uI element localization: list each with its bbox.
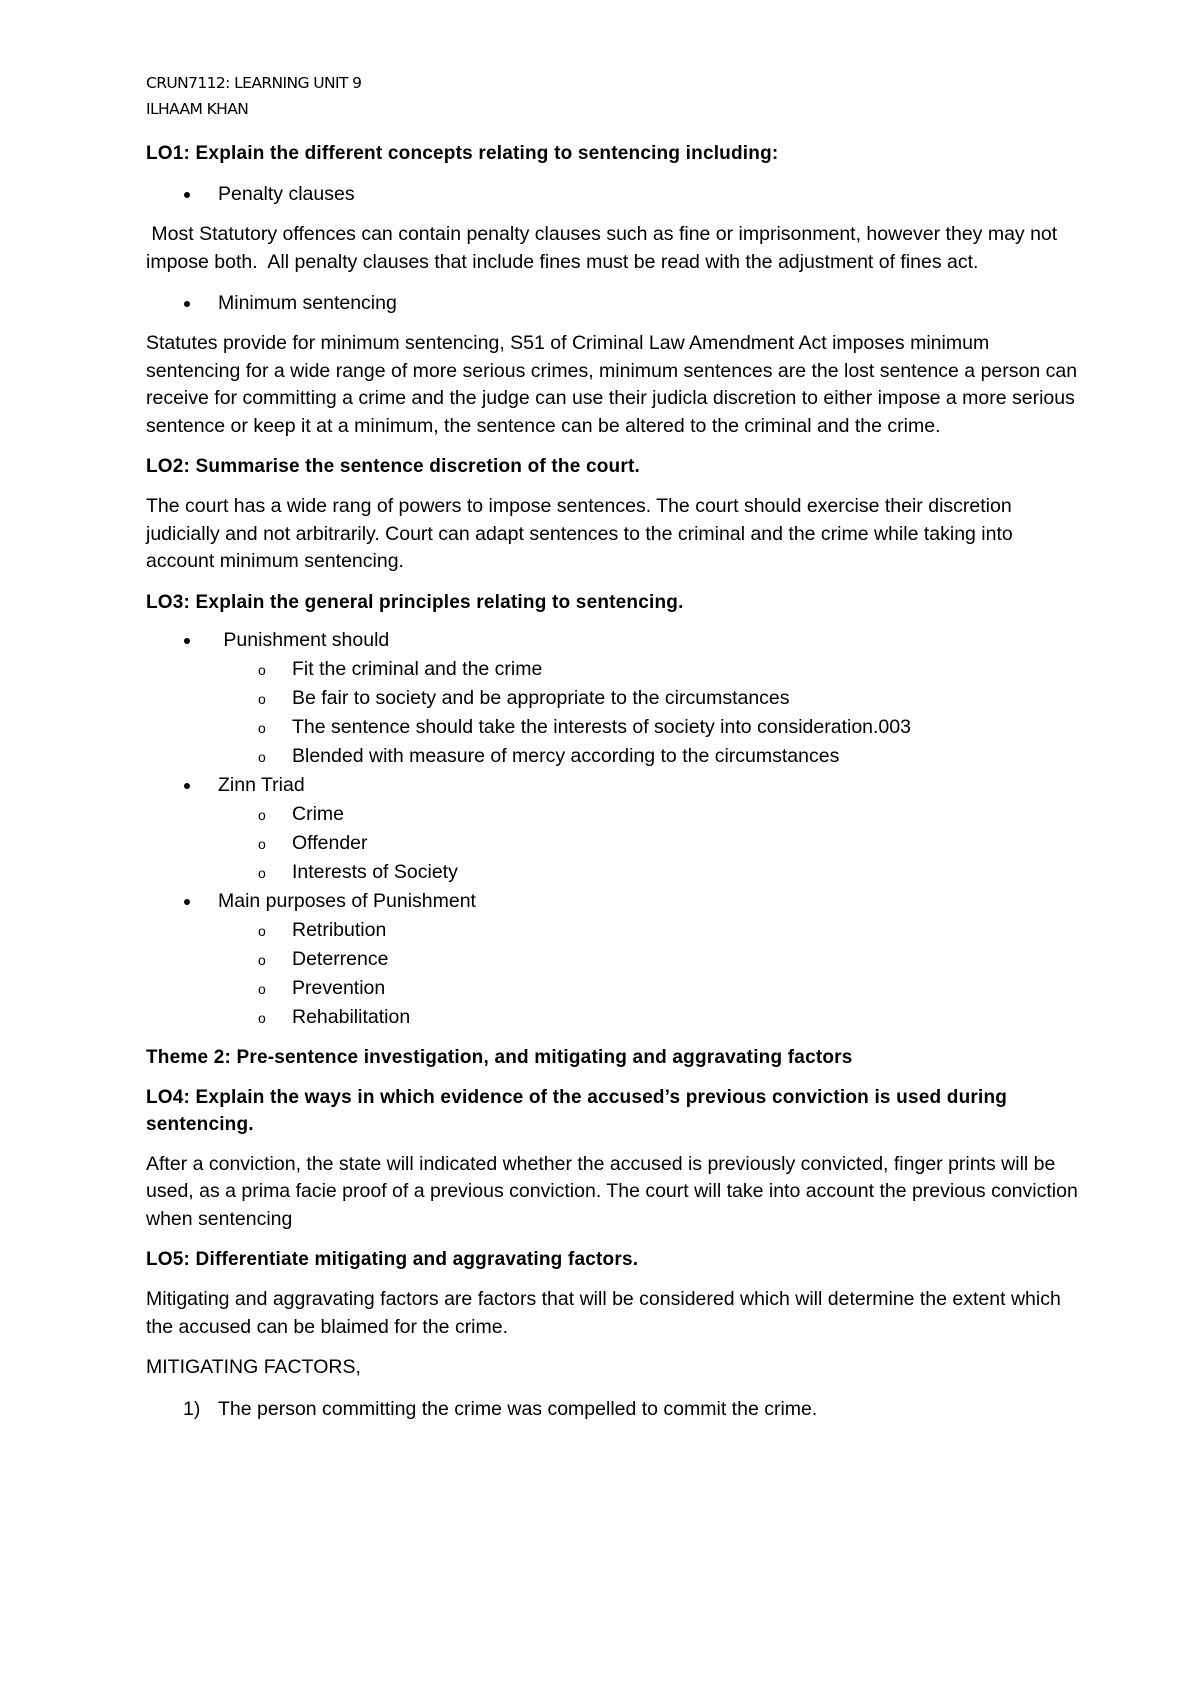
list-number: 1) [183,1397,201,1420]
minimum-sentencing-paragraph: Statutes provide for minimum sentencing, S51 of Criminal Law Amendment Act imposes minimum sentencing for a wide range of more serious crimes, minimum sentences are the lost sentence a person can receive for committing a crime and the judge can use their judicla discretion to either impose a more serious sentence or keep it at a minimum, the sentence can be altered to the criminal and the crime. [146,332,1078,437]
lo2-heading: LO2: Summarise the sentence discretion of the court. [146,456,640,477]
circle-bullet-icon: o [258,661,266,678]
sub-list-item [146,945,1086,974]
sub-list-item-label: Be fair to society and be appropriate to the circumstances [292,686,790,709]
sub-list-item-label: Retribution [292,918,387,941]
penalty-clauses-paragraph: Most Statutory offences can contain penalty clauses such as fine or imprisonment, however they may not impose both. All penalty clauses that include fines must be read with the adjustment of fines act. [146,223,1063,273]
document-page [146,70,1086,1423]
sub-list-item [146,1003,1086,1032]
sub-list-item-label: Deterrence [292,947,389,970]
theme2-heading: Theme 2: Pre-sentence investigation, and mitigating and aggravating factors [146,1046,853,1068]
circle-bullet-icon: o [258,748,266,765]
numbered-list-item [146,1395,1086,1423]
bullet-icon [184,638,190,644]
sub-list-item-label: Blended with measure of mercy according to the circumstances [292,744,840,767]
sub-list-item [146,713,1086,742]
lo3-heading: LO3: Explain the general principles relating to sentencing. [146,591,684,613]
list-item-label: Punishment should [218,628,390,651]
circle-bullet-icon: o [258,806,266,823]
sub-list-item [146,800,1086,829]
circle-bullet-icon: o [258,980,266,997]
list-item-label: Zinn Triad [218,773,305,796]
sub-list-item [146,684,1086,713]
circle-bullet-icon: o [258,922,266,939]
sentence-discretion-paragraph: The court has a wide rang of powers to impose sentences. The court should exercise their discretion judicially and not arbitrarily. Court can adapt sentences to the criminal and the crime while taking into account minimum sentencing. [146,495,1013,572]
sub-list-item-label: Interests of Society [292,860,458,883]
numbered-list-item-label: The person committing the crime was compelled to commit the crime. [218,1397,818,1420]
circle-bullet-icon: o [258,719,266,736]
bullet-icon [184,783,190,789]
lo5-heading: LO5: Differentiate mitigating and aggravating factors. [146,1249,639,1270]
header-block [146,70,1086,122]
circle-bullet-icon: o [258,864,266,881]
bullet-icon [184,899,190,905]
circle-bullet-icon: o [258,690,266,707]
sub-list-item-label: Prevention [292,976,386,999]
sub-list-item [146,655,1086,684]
principles-list [146,626,1086,1032]
mitigating-factors-label: MITIGATING FACTORS, [146,1356,361,1378]
sub-list-item-label: The sentence should take the interests of society into consideration.003 [292,715,911,738]
lo4-heading: LO4: Explain the ways in which evidence of the accused’s previous conviction is used during sentencing. [146,1086,1008,1135]
previous-conviction-paragraph: After a conviction, the state will indicated whether the accused is previously convicted, finger prints will be used, as a prima facie proof of a previous conviction. The court will take into account the previous conviction when sentencing [146,1152,1078,1230]
list-item [146,771,1086,800]
list-item-label: Minimum sentencing [218,292,397,314]
sub-list-item [146,916,1086,945]
circle-bullet-icon: o [258,951,266,968]
list-item-label: Main purposes of Punishment [218,889,476,912]
bullet-icon [184,301,190,307]
list-item [146,180,1086,209]
list-item-label: Penalty clauses [218,183,355,205]
list-item [146,289,1086,318]
sub-list-item-label: Crime [292,802,344,825]
sub-list-item-label: Rehabilitation [292,1005,411,1028]
lo1-heading: LO1: Explain the different concepts relating to sentencing including: [146,143,779,164]
factors-paragraph: Mitigating and aggravating factors are factors that will be considered which will determine the extent which the accused can be blaimed for the crime. [146,1288,1061,1338]
sub-list-item [146,829,1086,858]
author-name-line: ILHAAM KHAN [146,100,249,118]
bullet-icon [184,192,190,198]
course-code-line: CRUN7112: LEARNING UNIT 9 [146,74,362,92]
sub-list-item-label: Offender [292,831,368,854]
sub-list-item [146,974,1086,1003]
sub-list-item [146,742,1086,771]
sub-list-item [146,858,1086,887]
list-item [146,887,1086,916]
list-item [146,626,1086,655]
sub-list-item-label: Fit the criminal and the crime [292,657,543,680]
circle-bullet-icon: o [258,835,266,852]
circle-bullet-icon: o [258,1009,266,1026]
